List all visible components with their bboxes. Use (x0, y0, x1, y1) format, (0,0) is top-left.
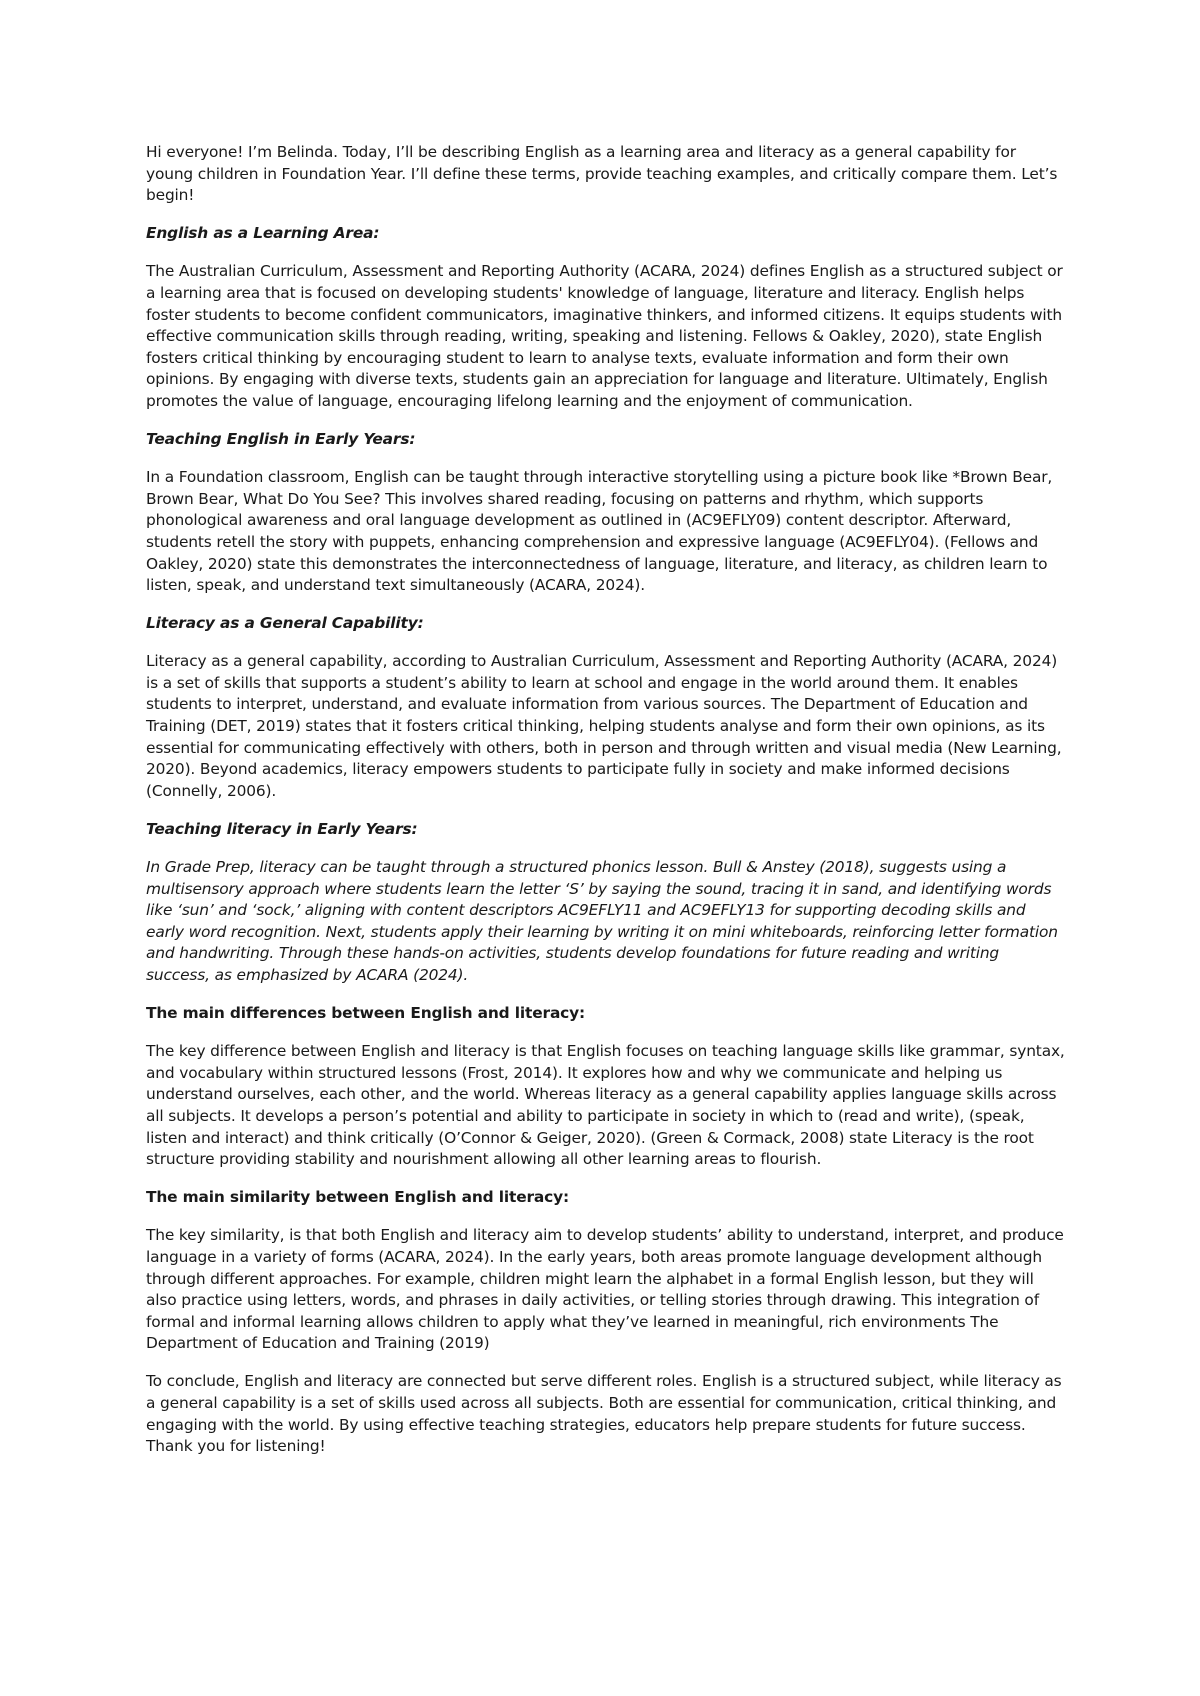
paragraph-english-learning-area: The Australian Curriculum, Assessment and Reporting Authority (ACARA, 2024) defines English as a structured subject or a learning area that is focused on developing students' knowledge of language, literature and literacy. English helps foster students to become confident communicators, imaginative thinkers, and informed citizens. It equips students with effective communication skills through reading, writing, speaking and listening. Fellows & Oakley, 2020), state English fosters critical thinking by encouraging student to learn to analyse texts, evaluate information and form their own opinions. By engaging with diverse texts, students gain an appreciation for language and literature. Ultimately, English promotes the value of language, encouraging lifelong learning and the enjoyment of communication. (146, 262, 1063, 410)
heading-literacy-capability: Literacy as a General Capability: (146, 614, 424, 633)
paragraph-literacy-capability: Literacy as a general capability, according to Australian Curriculum, Assessment and Reporting Authority (ACARA, 2024) is a set of skills that supports a student’s ability to learn at school and engage in the world around them. It enables students to interpret, understand, and evaluate information from various sources. The Department of Education and Training (DET, 2019) states that it fosters critical thinking, helping students analyse and form their own opinions, as its essential for communicating effectively with others, both in person and through written and visual media (New Learning, 2020). Beyond academics, literacy empowers students to participate fully in society and make informed decisions (Connelly, 2006). (146, 652, 1062, 800)
intro-paragraph: Hi everyone! I’m Belinda. Today, I’ll be describing English as a learning area and literacy as a general capability for young children in Foundation Year. I’ll define these terms, provide teaching examples, and critically compare them. Let’s begin! (146, 143, 1058, 205)
paragraph-teaching-literacy: In Grade Prep, literacy can be taught through a structured phonics lesson. Bull & Anstey (2018), suggests using a multisensory approach where students learn the letter ‘S’ by saying the sound, tracing it in sand, and identifying words like ‘sun’ and ‘sock,’ aligning with content descriptors AC9EFLY11 and AC9EFLY13 for supporting decoding skills and early word recognition. Next, students apply their learning by writing it on mini whiteboards, reinforcing letter formation and handwriting. Through these hands-on activities, students develop foundations for future reading and writing success, as emphasized by ACARA (2024). (146, 858, 1058, 984)
paragraph-similarity: The key similarity, is that both English and literacy aim to develop students’ ability to understand, interpret, and produce language in a variety of forms (ACARA, 2024). In the early years, both areas promote language development although through different approaches. For example, children might learn the alphabet in a formal English lesson, but they will also practice using letters, words, and phrases in daily activities, or telling stories through drawing. This integration of formal and informal learning allows children to apply what they’ve learned in meaningful, rich environments The Department of Education and Training (2019) (146, 1226, 1064, 1353)
paragraph-teaching-english: In a Foundation classroom, English can be taught through interactive storytelling using a picture book like *Brown Bear, Brown Bear, What Do You See? This involves shared reading, focusing on patterns and rhythm, which supports phonological awareness and oral language development as outlined in (AC9EFLY09) content descriptor. Afterward, students retell the story with puppets, enhancing comprehension and expressive language (AC9EFLY04). (Fellows and Oakley, 2020) state this demonstrates the interconnectedness of language, literature, and literacy, as children learn to listen, speak, and understand text simultaneously (ACARA, 2024). (146, 468, 1053, 595)
conclusion-paragraph: To conclude, English and literacy are connected but serve different roles. English is a structured subject, while literacy as a general capability is a set of skills used across all subjects. Both are essential for communication, critical thinking, and engaging with the world. By using effective teaching strategies, educators help prepare students for future success. Thank you for listening! (146, 1372, 1062, 1456)
heading-english-learning-area: English as a Learning Area: (146, 224, 380, 243)
document-page (146, 142, 1066, 1474)
heading-teaching-english: Teaching English in Early Years: (146, 430, 416, 449)
paragraph-differences: The key difference between English and literacy is that English focuses on teaching language skills like grammar, syntax, and vocabulary within structured lessons (Frost, 2014). It explores how and why we communicate and helping us understand ourselves, each other, and the world. Whereas literacy as a general capability applies language skills across all subjects. It develops a person’s potential and ability to participate in society in which to (read and write), (speak, listen and interact) and think critically (O’Connor & Geiger, 2020). (Green & Cormack, 2008) state Literacy is the root structure providing stability and nourishment allowing all other learning areas to flourish. (146, 1042, 1065, 1169)
heading-teaching-literacy: Teaching literacy in Early Years: (146, 819, 418, 838)
heading-differences: The main differences between English and literacy: (146, 1004, 586, 1023)
heading-similarity: The main similarity between English and literacy: (146, 1188, 570, 1207)
